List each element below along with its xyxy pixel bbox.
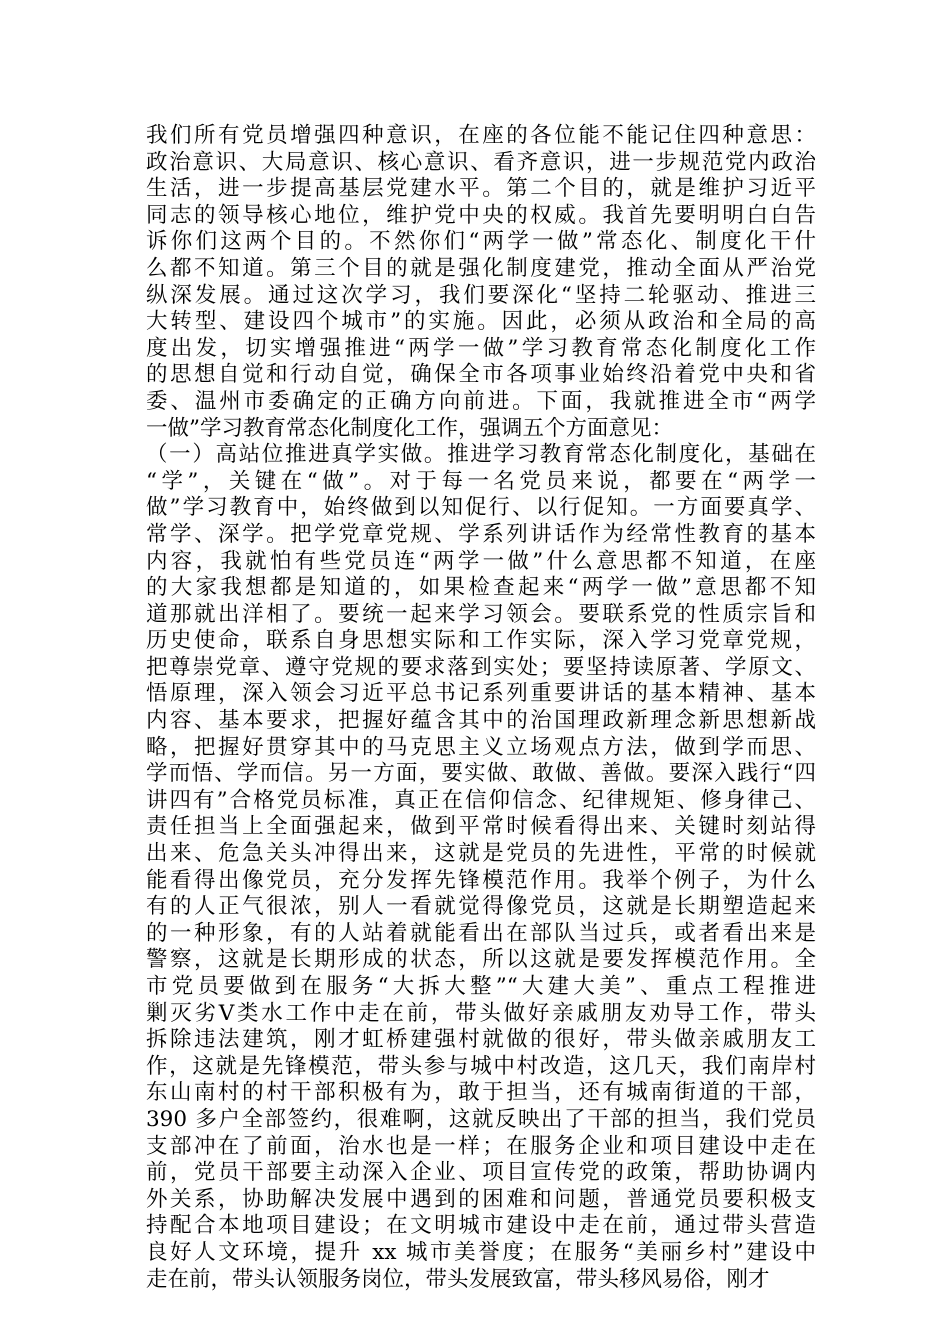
text-line: 良好人文环境，提升 xx 城市美誉度；在服务“美丽乡村”建设中 [146, 1239, 816, 1265]
text-line: 前，党员干部要主动深入企业、项目宣传党的政策，帮助协调内 [146, 1160, 816, 1186]
text-line: 的一种形象，有的人站着就能看出在部队当过兵，或者看出来是 [146, 920, 816, 946]
text-line: 市党员要做到在服务“大拆大整”“大建大美”、重点工程推进 [146, 974, 816, 999]
text-line: 剿灭劣Ⅴ类水工作中走在前，带头做好亲戚朋友劝导工作，带头 [146, 1000, 816, 1026]
text-line: 内容，我就怕有些党员连“两学一做”什么意思都不知道，在座 [146, 548, 816, 574]
body-text [146, 123, 816, 1293]
text-line: （一）高站位推进真学实做。推进学习教育常态化制度化，基础在 [146, 442, 816, 468]
text-line: “学”，关键在“做”。对于每一名党员来说，都要在“两学一 [146, 468, 816, 494]
text-line: 同志的领导核心地位，维护党中央的权威。我首先要明明白白告 [146, 202, 816, 228]
text-line: 度出发，切实增强推进“两学一做”学习教育常态化制度化工作 [146, 335, 816, 361]
text-line: 讲四有”合格党员标准，真正在信仰信念、纪律规矩、修身律己、 [146, 787, 816, 813]
text-line: 支部冲在了前面，治水也是一样；在服务企业和项目建设中走在 [146, 1133, 816, 1159]
text-line: 历史使命，联系自身思想实际和工作实际，深入学习党章党规， [146, 628, 816, 654]
text-line: 的大家我想都是知道的，如果检查起来“两学一做”意思都不知 [146, 575, 816, 601]
text-line: 内容、基本要求，把握好蕴含其中的治国理政新理念新思想新战 [146, 708, 816, 734]
text-line: 责任担当上全面强起来，做到平常时候看得出来、关键时刻站得 [146, 814, 816, 840]
text-line: 悟原理，深入领会习近平总书记系列重要讲话的基本精神、基本 [146, 681, 816, 707]
text-line: 么都不知道。第三个目的就是强化制度建党，推动全面从严治党 [146, 255, 816, 281]
text-line: 做”学习教育中，始终做到以知促行、以行促知。一方面要真学、 [146, 495, 816, 521]
text-line: 作，这就是先锋模范，带头参与城中村改造，这几天，我们南岸村 [146, 1053, 816, 1079]
text-line: 走在前，带头认领服务岗位，带头发展致富，带头移风易俗，刚才 [146, 1266, 770, 1292]
text-line: 生活，进一步提高基层党建水平。第二个目的，就是维护习近平 [146, 176, 816, 202]
text-line: 纵深发展。通过这次学习，我们要深化“坚持二轮驱动、推进三 [146, 282, 816, 308]
text-line: 学而悟、学而信。另一方面，要实做、敢做、善做。要深入践行“四 [146, 761, 816, 787]
text-line: 委、温州市委确定的正确方向前进。下面，我就推进全市“两学 [146, 388, 816, 414]
text-line: 390 多户全部签约，很难啊，这就反映出了干部的担当，我们党员 [146, 1106, 816, 1132]
text-line: 把尊崇党章、遵守党规的要求落到实处；要坚持读原著、学原文、 [146, 654, 816, 680]
text-line: 能看得出像党员，充分发挥先锋模范作用。我举个例子，为什么 [146, 867, 816, 893]
text-line: 警察，这就是长期形成的状态，所以这就是要发挥模范作用。全 [146, 947, 816, 973]
text-line: 有的人正气很浓，别人一看就觉得像党员，这就是长期塑造起来 [146, 894, 816, 920]
text-line: 常学、深学。把学党章党规、学系列讲话作为经常性教育的基本 [146, 521, 816, 547]
text-line: 道那就出洋相了。要统一起来学习领会。要联系党的性质宗旨和 [146, 601, 816, 627]
text-line: 持配合本地项目建设；在文明城市建设中走在前，通过带头营造 [146, 1213, 816, 1239]
text-line: 外关系，协助解决发展中遇到的困难和问题，普通党员要积极支 [146, 1186, 816, 1212]
text-line: 出来、危急关头冲得出来，这就是党员的先进性，平常的时候就 [146, 841, 816, 867]
text-line: 一做”学习教育常态化制度化工作，强调五个方面意见： [146, 415, 673, 441]
text-line: 略，把握好贯穿其中的马克思主义立场观点方法，做到学而思、 [146, 734, 816, 760]
text-line: 的思想自觉和行动自觉，确保全市各项事业始终沿着党中央和省 [146, 362, 816, 388]
text-line: 诉你们这两个目的。不然你们“两学一做”常态化、制度化干什 [146, 229, 816, 255]
text-line: 我们所有党员增强四种意识，在座的各位能不能记住四种意思： [146, 123, 816, 148]
text-line: 政治意识、大局意识、核心意识、看齐意识，进一步规范党内政治 [146, 149, 816, 175]
text-line: 拆除违法建筑，刚才虹桥建强村就做的很好，带头做亲戚朋友工 [146, 1027, 816, 1053]
text-line: 大转型、建设四个城市”的实施。因此，必须从政治和全局的高 [146, 309, 816, 335]
text-line: 东山南村的村干部积极有为，敢于担当，还有城南街道的干部， [146, 1080, 816, 1106]
